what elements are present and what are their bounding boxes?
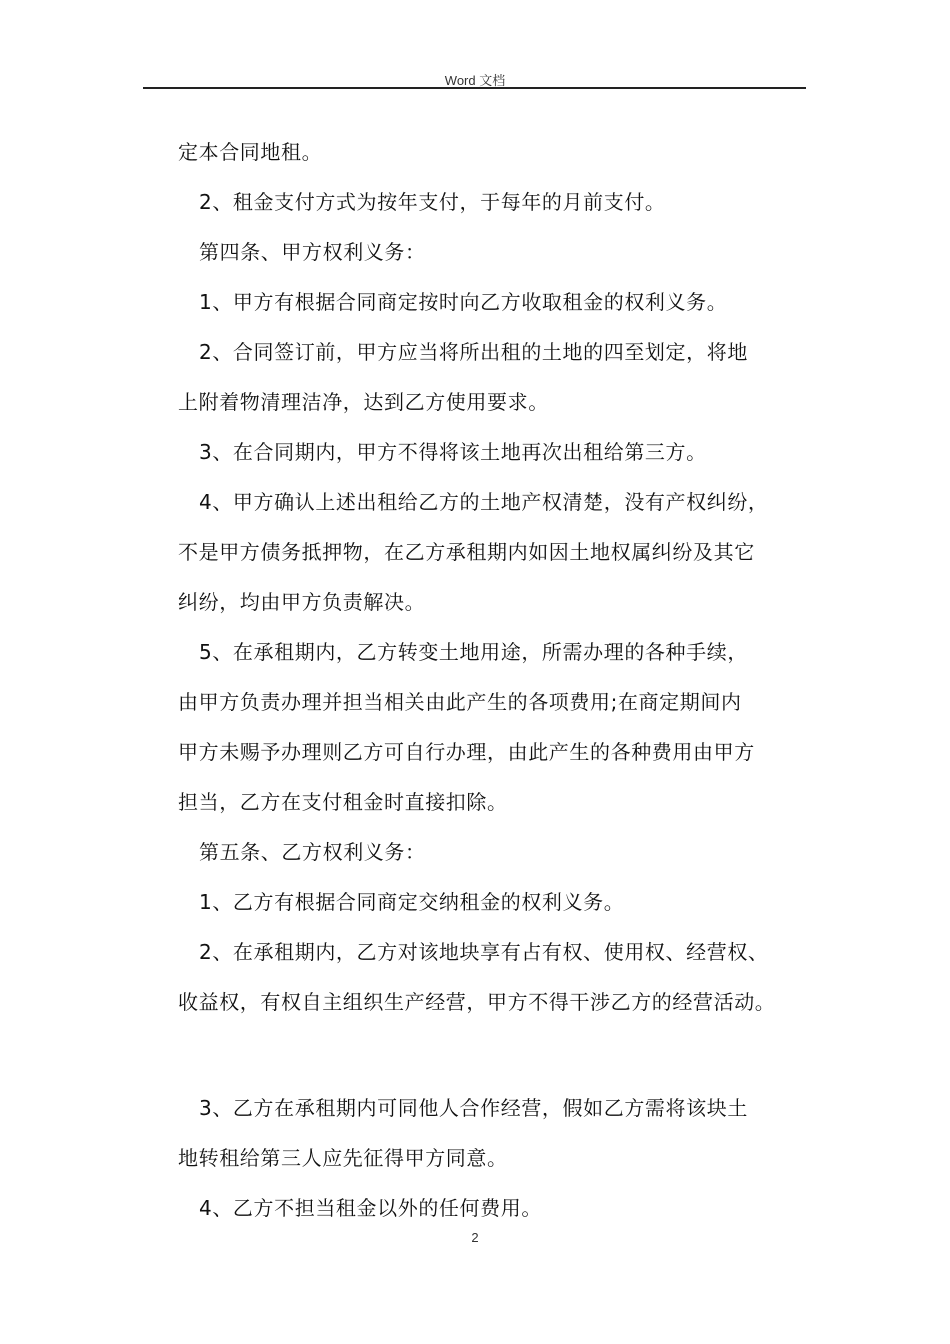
header-rule <box>143 87 806 89</box>
paragraph-line: 2、合同签订前，甲方应当将所出租的土地的四至划定，将地 <box>199 340 748 364</box>
paragraph-line: 1、甲方有根据合同商定按时向乙方收取租金的权利义务。 <box>199 290 728 314</box>
page-header: Word 文档 <box>444 73 506 88</box>
page-number: 2 <box>471 1230 479 1245</box>
paragraph-line: 定本合同地租。 <box>178 140 323 164</box>
paragraph-line: 上附着物清理洁净，达到乙方使用要求。 <box>178 390 549 414</box>
document-body <box>178 130 818 1236</box>
paragraph-line: 甲方未赐予办理则乙方可自行办理，由此产生的各种费用由甲方 <box>178 740 755 764</box>
paragraph-line: 纠纷，均由甲方负责解决。 <box>178 590 426 614</box>
paragraph-line: 由甲方负责办理并担当相关由此产生的各项费用;在商定期间内 <box>178 690 742 714</box>
paragraph-line: 担当，乙方在支付租金时直接扣除。 <box>178 790 508 814</box>
section-heading: 第四条、甲方权利义务： <box>199 240 426 264</box>
section-heading: 第五条、乙方权利义务： <box>199 840 426 864</box>
paragraph-line: 5、在承租期内，乙方转变土地用途，所需办理的各种手续， <box>199 640 748 664</box>
paragraph-line: 4、甲方确认上述出租给乙方的土地产权清楚，没有产权纠纷， <box>199 490 769 514</box>
paragraph-line: 收益权，有权自主组织生产经营，甲方不得干涉乙方的经营活动。 <box>178 990 776 1014</box>
paragraph-line: 地转租给第三人应先征得甲方同意。 <box>178 1146 508 1170</box>
paragraph-line: 2、在承租期内，乙方对该地块享有占有权、使用权、经营权、 <box>199 940 769 964</box>
blank-line <box>178 1030 818 1086</box>
paragraph-line: 3、乙方在承租期内可同他人合作经营，假如乙方需将该块土 <box>199 1096 748 1120</box>
paragraph-line: 2、租金支付方式为按年支付，于每年的月前支付。 <box>199 190 666 214</box>
paragraph-line: 不是甲方债务抵押物，在乙方承租期内如因土地权属纠纷及其它 <box>178 540 755 564</box>
paragraph-line: 3、在合同期内，甲方不得将该土地再次出租给第三方。 <box>199 440 707 464</box>
paragraph-line: 4、乙方不担当租金以外的任何费用。 <box>199 1196 542 1220</box>
paragraph-line: 1、乙方有根据合同商定交纳租金的权利义务。 <box>199 890 625 914</box>
